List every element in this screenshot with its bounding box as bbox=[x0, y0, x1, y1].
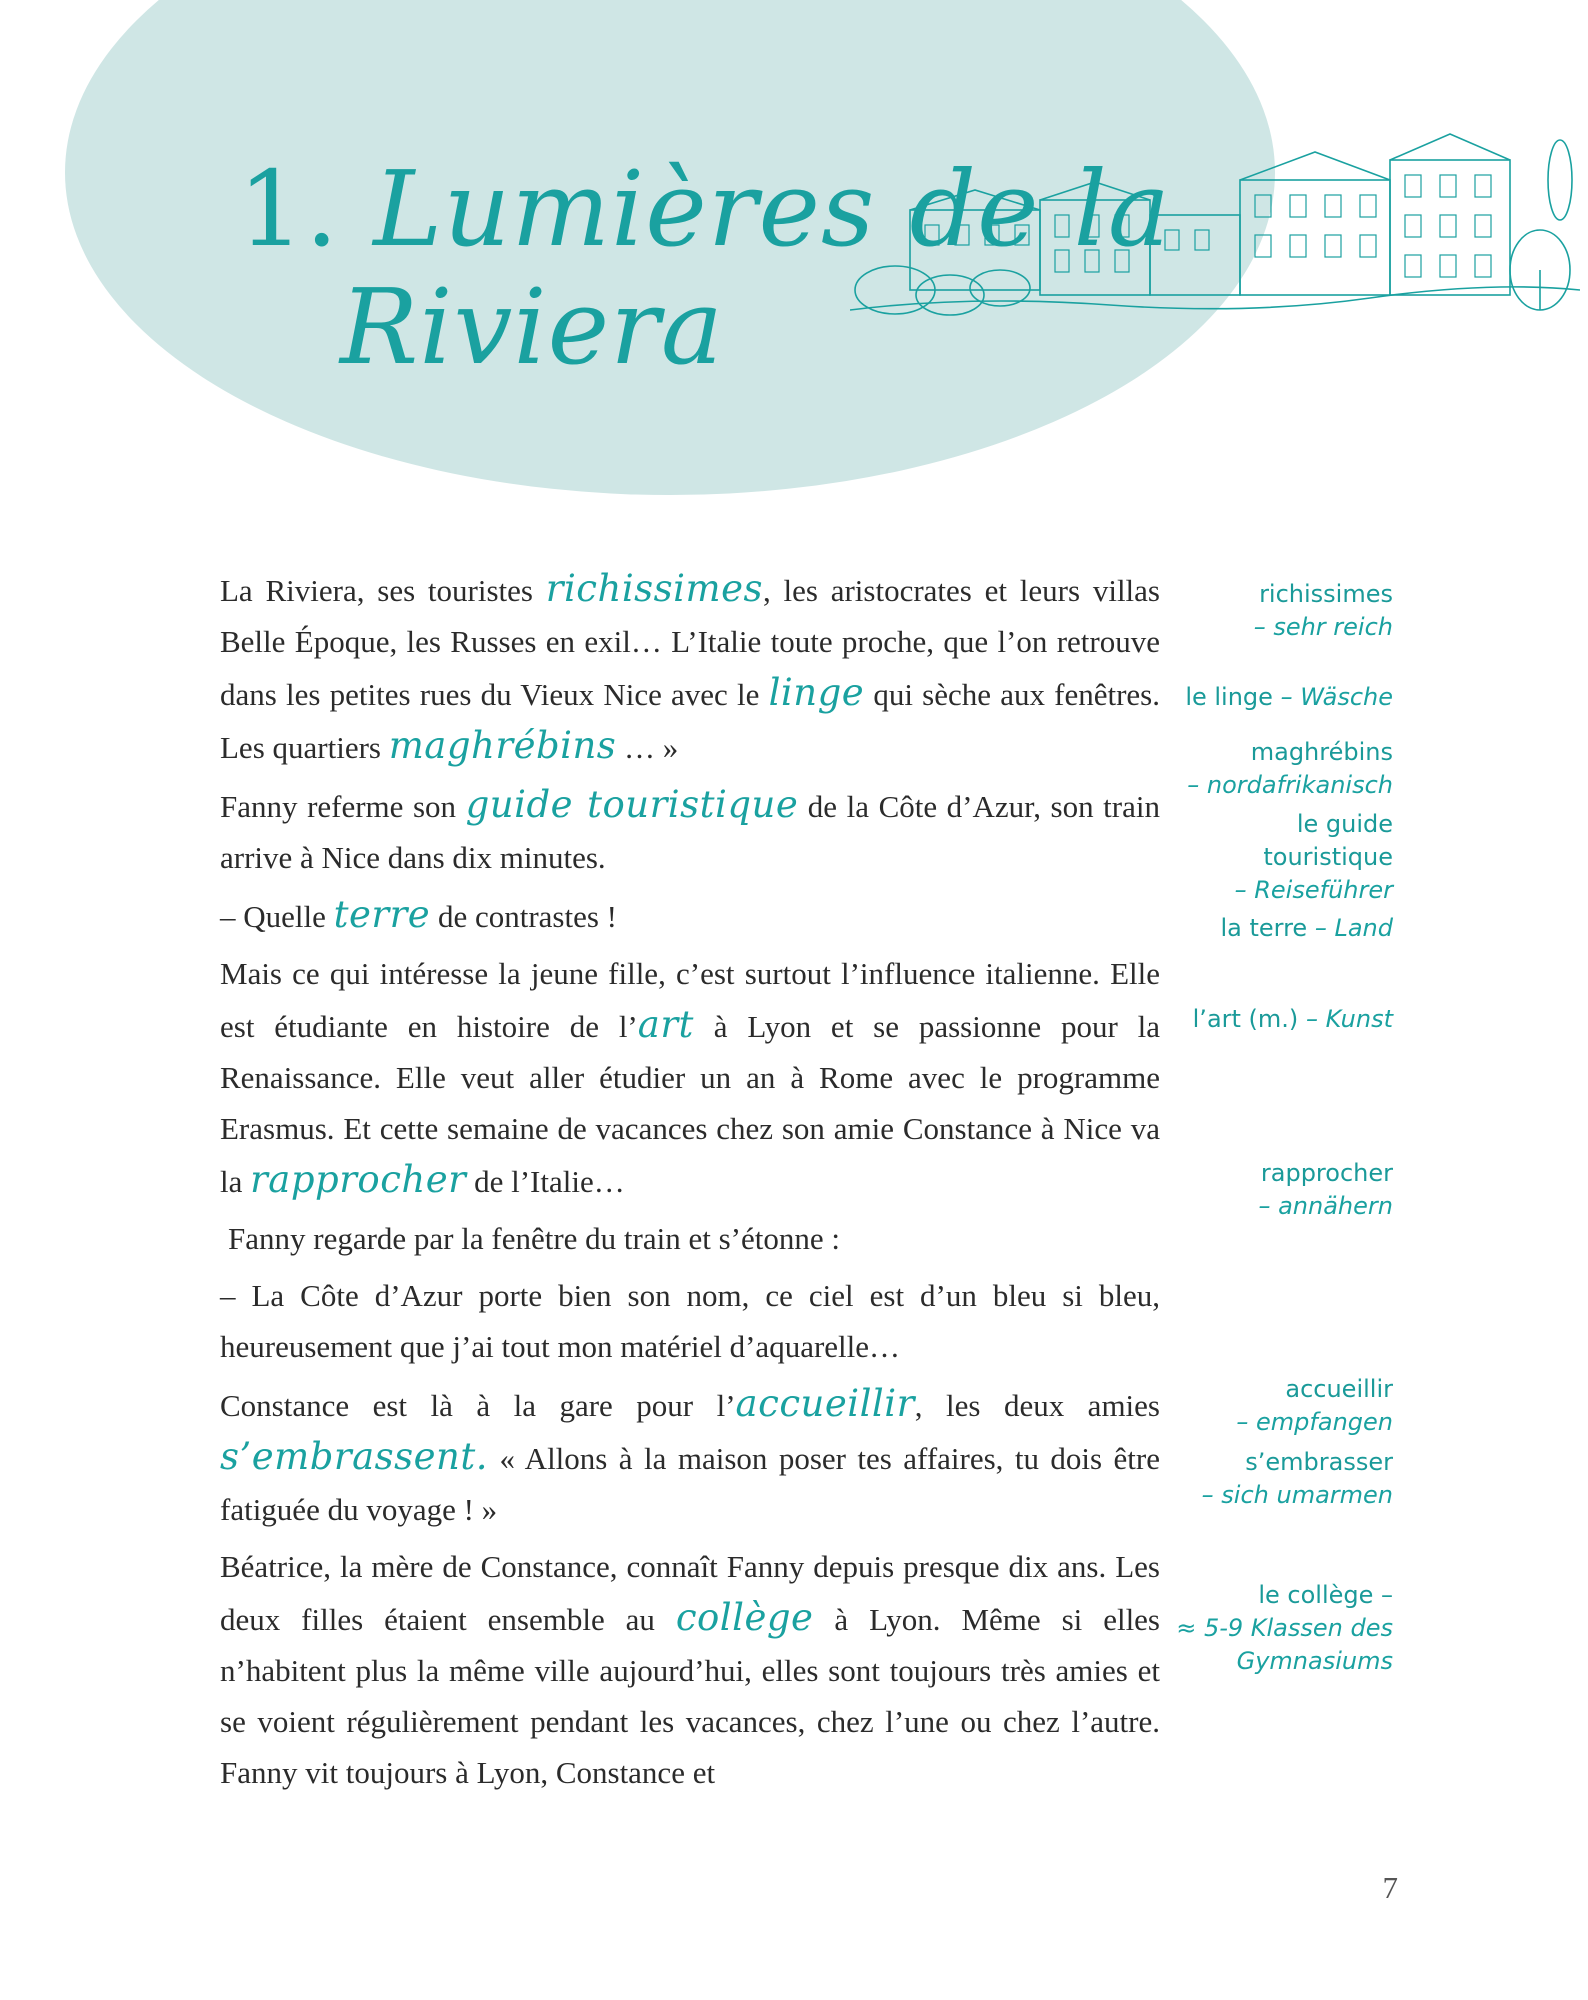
glossary-entry: le collège – ≈ 5-9 Klassen des Gymnasiums bbox=[1176, 1581, 1393, 1675]
glossed-word: linge bbox=[768, 671, 865, 714]
glossary-entry: maghrébins – nordafrikanisch bbox=[1187, 738, 1393, 799]
paragraph: Constance est là à la gare pour l’accueillir, les deux amies s’embrassent. « Allons à la maison poser tes affaires, tu dois être fatiguée du voyage ! » bbox=[220, 1382, 1160, 1527]
chapter-number: 1. bbox=[238, 148, 340, 270]
glossed-word: guide touristique bbox=[465, 783, 799, 826]
paragraph: – La Côte d’Azur porte bien son nom, ce ciel est d’un bleu si bleu, heureusement que j’ai tout mon matériel d’aquarelle… bbox=[220, 1278, 1160, 1364]
chapter-title-line1: Lumières de la bbox=[373, 148, 1171, 270]
glossed-word: rapprocher bbox=[250, 1158, 467, 1201]
glossary-entry: richissimes – sehr reich bbox=[1253, 580, 1393, 641]
glossed-word: richissimes bbox=[545, 567, 763, 610]
paragraph: Fanny regarde par la fenêtre du train et s’étonne : bbox=[228, 1221, 840, 1256]
glossary-entry: la terre – Land bbox=[1220, 914, 1393, 942]
glossed-word: s’embrassent. bbox=[220, 1435, 488, 1478]
glossary-entry: s’embrasser – sich umarmen bbox=[1201, 1448, 1393, 1509]
chapter-title bbox=[238, 150, 1171, 386]
glossary-entry: accueillir – empfangen bbox=[1236, 1375, 1393, 1436]
glossed-word: art bbox=[637, 1003, 694, 1046]
glossed-word: collège bbox=[675, 1596, 814, 1639]
glossed-word: maghrébins bbox=[388, 724, 617, 767]
paragraph: Fanny referme son guide touristique de la Côte d’Azur, son train arrive à Nice dans dix minutes. bbox=[220, 783, 1160, 875]
paragraph: – Quelle terre de contrastes ! bbox=[220, 893, 617, 936]
page-number: 7 bbox=[1382, 1870, 1398, 1905]
glossary-entry: l’art (m.) – Kunst bbox=[1192, 1005, 1393, 1033]
glossary-entry: le guide touristique – Reiseführer bbox=[1234, 810, 1393, 904]
glossed-word: accueillir bbox=[735, 1382, 915, 1425]
paragraph: Béatrice, la mère de Constance, connaît Fanny depuis presque dix ans. Les deux filles étaient ensemble au collège à Lyon. Même si elles n’habitent plus la même ville aujourd’hui, elles sont toujours très amies et se voient régulièrement pendant les vacances, chez l’une ou chez l’autre. Fanny vit toujours à Lyon, Constance et bbox=[220, 1549, 1161, 1790]
glossary-entry: le linge – Wäsche bbox=[1185, 683, 1393, 711]
paragraph: La Riviera, ses touristes richissimes, les aristocrates et leurs villas Belle Époque, les Russes en exil… L’Italie toute proche, que l’on retrouve dans les petites rues du Vieux Nice avec le linge qui sèche aux fenêtres. Les quartiers maghrébins … » bbox=[220, 567, 1160, 767]
paragraph: Mais ce qui intéresse la jeune fille, c’est surtout l’influence italienne. Elle est étudiante en histoire de l’art à Lyon et se passionne pour la Renaissance. Elle veut aller étudier un an à Rome avec le programme Erasmus. Et cette semaine de vacances chez son amie Constance à Nice va la rapprocher de l’Italie… bbox=[220, 956, 1160, 1201]
glossary-entry: rapprocher – annähern bbox=[1258, 1159, 1393, 1220]
glossed-word: terre bbox=[333, 893, 431, 936]
chapter-title-line2: Riviera bbox=[340, 266, 724, 388]
story-text bbox=[220, 563, 1160, 1804]
